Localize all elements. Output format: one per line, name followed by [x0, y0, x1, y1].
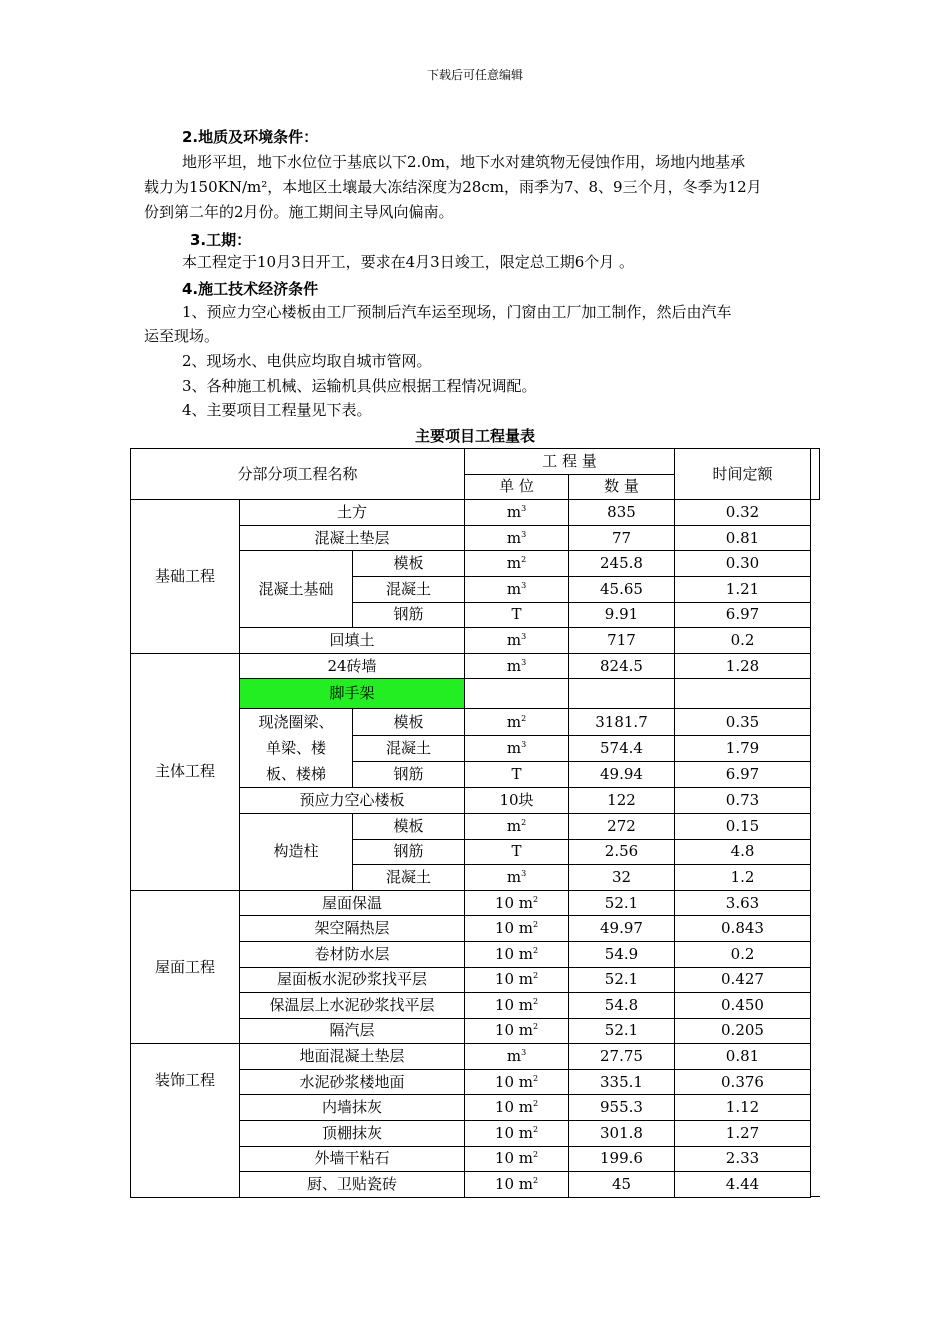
subgroup-name: 混凝土基础 — [240, 551, 353, 628]
unit-cell: $m^2$ — [465, 551, 569, 577]
header-qty-group: 工 程 量 — [465, 449, 675, 475]
subgroup-name: 构造柱 — [240, 813, 353, 890]
unit-cell: 10块 — [465, 788, 569, 814]
unit-cell: T — [465, 839, 569, 865]
rate-cell: 0.450 — [675, 993, 811, 1019]
item-name: 模板 — [353, 709, 465, 735]
header-border-extension-vertical — [819, 448, 820, 499]
rate-cell — [675, 679, 811, 709]
qty-cell: 824.5 — [569, 653, 675, 679]
rate-cell: 0.376 — [675, 1069, 811, 1095]
rate-cell: 0.30 — [675, 551, 811, 577]
rate-cell: 1.27 — [675, 1121, 811, 1147]
qty-cell: 52.1 — [569, 1018, 675, 1044]
item-name: 顶棚抹灰 — [240, 1121, 465, 1147]
section-4-item-4: 4、主要项目工程量见下表。 — [182, 401, 372, 419]
unit-cell: T — [465, 602, 569, 628]
item-name: 钢筋 — [353, 602, 465, 628]
header-unit: 单 位 — [465, 474, 569, 500]
rate-cell: 0.32 — [675, 500, 811, 526]
rate-cell: 4.44 — [675, 1172, 811, 1198]
subgroup-name: 现浇圈梁、 单梁、楼 板、楼梯 — [240, 709, 353, 788]
unit-cell: 10 $m^2$ — [465, 890, 569, 916]
qty-cell: 717 — [569, 628, 675, 654]
qty-cell: 272 — [569, 813, 675, 839]
item-name: 外墙干粘石 — [240, 1146, 465, 1172]
item-name-highlighted: 脚手架 — [240, 679, 465, 709]
qty-cell: 9.91 — [569, 602, 675, 628]
section-4-item-1-cont: 运至现场。 — [144, 327, 220, 345]
rate-cell: 1.79 — [675, 735, 811, 761]
unit-cell: $m^3$ — [465, 628, 569, 654]
rate-cell: 0.15 — [675, 813, 811, 839]
item-name: 模板 — [353, 813, 465, 839]
unit-cell: 10 $m^2$ — [465, 967, 569, 993]
item-name: 24砖墙 — [240, 653, 465, 679]
qty-cell: 32 — [569, 865, 675, 891]
item-name: 模板 — [353, 551, 465, 577]
table-header-row — [131, 449, 811, 475]
section-4-item-3: 3、各种施工机械、运输机具供应根据工程情况调配。 — [182, 377, 537, 395]
section-4-item-2: 2、现场水、电供应均取自城市管网。 — [182, 352, 432, 370]
qty-cell: 54.9 — [569, 941, 675, 967]
qty-cell: 835 — [569, 500, 675, 526]
unit-cell: 10 $m^2$ — [465, 1172, 569, 1198]
unit-cell: T — [465, 762, 569, 788]
table-caption: 主要项目工程量表 — [414, 427, 535, 445]
qty-cell: 574.4 — [569, 735, 675, 761]
unit-cell: 10 $m^2$ — [465, 1018, 569, 1044]
unit-cell: $m^3$ — [465, 525, 569, 551]
qty-cell: 49.97 — [569, 916, 675, 942]
section-2-line-1: 地形平坦，地下水位位于基底以下2.0m，地下水对建筑物无侵蚀作用，场地内地基承 — [182, 153, 746, 171]
section-2-line-2: 载力为150KN/m²，本地区土壤最大冻结深度为28cm，雨季为7、8、9三个月，冬季为12月 — [144, 178, 762, 196]
rate-cell: 0.2 — [675, 628, 811, 654]
unit-cell: 10 $m^2$ — [465, 1095, 569, 1121]
unit-cell: $m^3$ — [465, 865, 569, 891]
rate-cell: 0.35 — [675, 709, 811, 735]
qty-cell: 955.3 — [569, 1095, 675, 1121]
item-name: 保温层上水泥砂浆找平层 — [240, 993, 465, 1019]
rate-cell: 0.427 — [675, 967, 811, 993]
item-name: 隔汽层 — [240, 1018, 465, 1044]
group-name: 主体工程 — [131, 653, 240, 890]
item-name: 混凝土 — [353, 865, 465, 891]
qty-cell: 77 — [569, 525, 675, 551]
qty-cell: 52.1 — [569, 890, 675, 916]
item-name: 回填土 — [240, 628, 465, 654]
section-4-heading: 4.施工技术经济条件 — [182, 280, 319, 298]
qty-cell: 301.8 — [569, 1121, 675, 1147]
table-row — [131, 1044, 811, 1070]
section-4-item-1: 1、预应力空心楼板由工厂预制后汽车运至现场，门窗由工厂加工制作，然后由汽车 — [182, 303, 732, 321]
unit-cell: $m^2$ — [465, 709, 569, 735]
qty-cell: 49.94 — [569, 762, 675, 788]
rate-cell: 1.28 — [675, 653, 811, 679]
rate-cell: 0.73 — [675, 788, 811, 814]
qty-cell: 27.75 — [569, 1044, 675, 1070]
qty-cell: 335.1 — [569, 1069, 675, 1095]
item-name: 钢筋 — [353, 762, 465, 788]
item-name: 屋面保温 — [240, 890, 465, 916]
unit-cell: $m^3$ — [465, 1044, 569, 1070]
unit-cell — [465, 679, 569, 709]
unit-cell: $m^3$ — [465, 735, 569, 761]
rate-cell: 1.2 — [675, 865, 811, 891]
rate-cell: 6.97 — [675, 602, 811, 628]
item-name: 混凝土 — [353, 735, 465, 761]
qty-cell — [569, 679, 675, 709]
qty-cell: 54.8 — [569, 993, 675, 1019]
qty-cell: 199.6 — [569, 1146, 675, 1172]
unit-cell: $m^3$ — [465, 576, 569, 602]
section-3-line-1: 本工程定于10月3日开工，要求在4月3日竣工，限定总工期6个月 。 — [182, 253, 635, 271]
rate-cell: 2.33 — [675, 1146, 811, 1172]
item-name: 混凝土垫层 — [240, 525, 465, 551]
item-name: 地面混凝土垫层 — [240, 1044, 465, 1070]
quantity-table — [130, 448, 811, 1198]
table-row — [131, 500, 811, 526]
table-row — [131, 653, 811, 679]
rate-cell: 0.81 — [675, 525, 811, 551]
header-name: 分部分项工程名称 — [131, 449, 465, 500]
item-name: 架空隔热层 — [240, 916, 465, 942]
rate-cell: 3.63 — [675, 890, 811, 916]
item-name: 预应力空心楼板 — [240, 788, 465, 814]
header-rate: 时间定额 — [675, 449, 811, 500]
unit-cell: $m^3$ — [465, 653, 569, 679]
rate-cell: 4.8 — [675, 839, 811, 865]
group-name: 装饰工程 — [131, 1044, 240, 1198]
header-qty: 数 量 — [569, 474, 675, 500]
unit-cell: $m^2$ — [465, 813, 569, 839]
unit-cell: $m^3$ — [465, 500, 569, 526]
rate-cell: 6.97 — [675, 762, 811, 788]
item-name: 土方 — [240, 500, 465, 526]
qty-cell: 45.65 — [569, 576, 675, 602]
unit-cell: 10 $m^2$ — [465, 1146, 569, 1172]
rate-cell: 0.2 — [675, 941, 811, 967]
rate-cell: 0.81 — [675, 1044, 811, 1070]
rate-cell: 0.205 — [675, 1018, 811, 1044]
qty-cell: 52.1 — [569, 967, 675, 993]
item-name: 屋面板水泥砂浆找平层 — [240, 967, 465, 993]
header-border-extension-bottom — [810, 499, 820, 500]
unit-cell: 10 $m^2$ — [465, 993, 569, 1019]
qty-cell: 245.8 — [569, 551, 675, 577]
unit-cell: 10 $m^2$ — [465, 1121, 569, 1147]
unit-cell: 10 $m^2$ — [465, 941, 569, 967]
item-name: 钢筋 — [353, 839, 465, 865]
group-name: 基础工程 — [131, 500, 240, 654]
rate-cell: 1.21 — [675, 576, 811, 602]
item-name: 混凝土 — [353, 576, 465, 602]
item-name: 厨、卫贴瓷砖 — [240, 1172, 465, 1198]
page-header: 下载后可任意编辑 — [426, 68, 523, 82]
rate-cell: 0.843 — [675, 916, 811, 942]
section-2-heading: 2.地质及环境条件： — [182, 128, 319, 146]
qty-cell: 3181.7 — [569, 709, 675, 735]
section-3-heading: 3.工期： — [190, 231, 252, 249]
qty-cell: 122 — [569, 788, 675, 814]
table-row — [131, 890, 811, 916]
item-name: 卷材防水层 — [240, 941, 465, 967]
rate-cell: 1.12 — [675, 1095, 811, 1121]
item-name: 水泥砂浆楼地面 — [240, 1069, 465, 1095]
footer-border-extension — [810, 1196, 820, 1197]
qty-cell: 2.56 — [569, 839, 675, 865]
item-name: 内墙抹灰 — [240, 1095, 465, 1121]
section-2-line-3: 份到第二年的2月份。施工期间主导风向偏南。 — [144, 203, 454, 221]
unit-cell: 10 $m^2$ — [465, 916, 569, 942]
unit-cell: 10 $m^2$ — [465, 1069, 569, 1095]
qty-cell: 45 — [569, 1172, 675, 1198]
group-name: 屋面工程 — [131, 890, 240, 1044]
